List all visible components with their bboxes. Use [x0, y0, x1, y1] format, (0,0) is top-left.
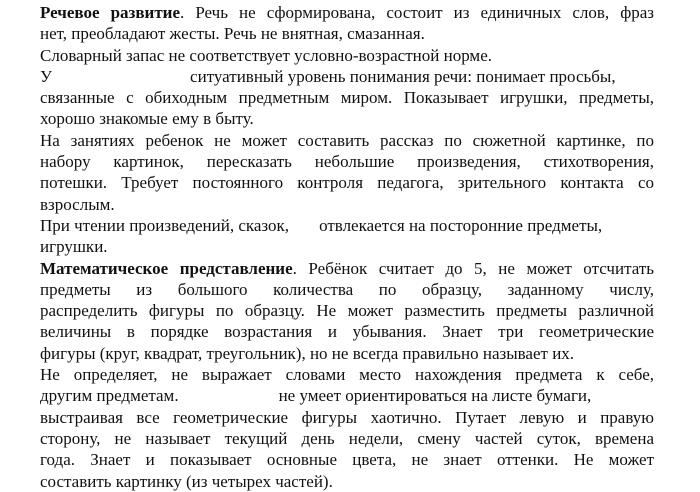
text-line: У ситуативный уровень понимания речи: понимает просьбы,: [40, 66, 616, 86]
speech-section: [40, 2, 654, 258]
text-line: игрушки.: [40, 237, 108, 257]
text-line: сторону, не называет текущий день недели, смену частей суток, времена: [40, 428, 654, 448]
text-line: составить картинку (из четырех частей).: [40, 471, 333, 491]
text-line: выстраивая все геометрические фигуры хаотично. Путает левую и правую: [40, 407, 654, 427]
text-line: другим предметам. не умеет ориентироваться на листе бумаги,: [40, 386, 592, 406]
text-line: набору картинок, пересказать небольшие произведения, стихотворения,: [40, 152, 654, 172]
math-section: [40, 258, 654, 492]
text-line: предметы из большого количества по образцу, заданному числу,: [40, 279, 654, 299]
text-line: Речевое развитие. Речь не сформирована, состоит из единичных слов, фраз: [40, 3, 654, 22]
text-line: Математическое представление. Ребёнок считает до 5, не может отсчитать: [40, 258, 654, 278]
text-line: нет, преобладают жесты. Речь не внятная, смазанная.: [40, 24, 425, 44]
text-line: Не определяет, не выражает словами место нахождения предмета к себе,: [40, 365, 654, 385]
text-line: величины в порядке возрастания и убывания. Знает три геометрические: [40, 322, 654, 342]
document-page: [40, 2, 654, 492]
text-line: фигуры (круг, квадрат, треугольник), но не всегда правильно называет их.: [40, 343, 575, 363]
text-line: потешки. Требует постоянного контроля педагога, зрительного контакта со: [40, 173, 654, 193]
math-heading: Математическое представление: [40, 258, 293, 278]
text-line: взрослым.: [40, 194, 115, 214]
text-line: При чтении произведений, сказок, отвлекается на посторонние предметы,: [40, 215, 603, 235]
text-line: распределить фигуры по образцу. Не может разместить предметы различной: [40, 301, 654, 321]
text-line: хорошо знакомые ему в быту.: [40, 109, 254, 129]
text-line: На занятиях ребенок не может составить рассказ по сюжетной картинке, по: [40, 130, 654, 150]
speech-heading: Речевое развитие: [40, 3, 181, 22]
text-line: связанные с обиходным предметным миром. Показывает игрушки, предметы,: [40, 88, 654, 108]
text-line: года. Знает и показывает основные цвета, не знает оттенки. Не может: [40, 450, 654, 470]
text-line: Словарный запас не соответствует условно-возрастной норме.: [40, 45, 492, 65]
